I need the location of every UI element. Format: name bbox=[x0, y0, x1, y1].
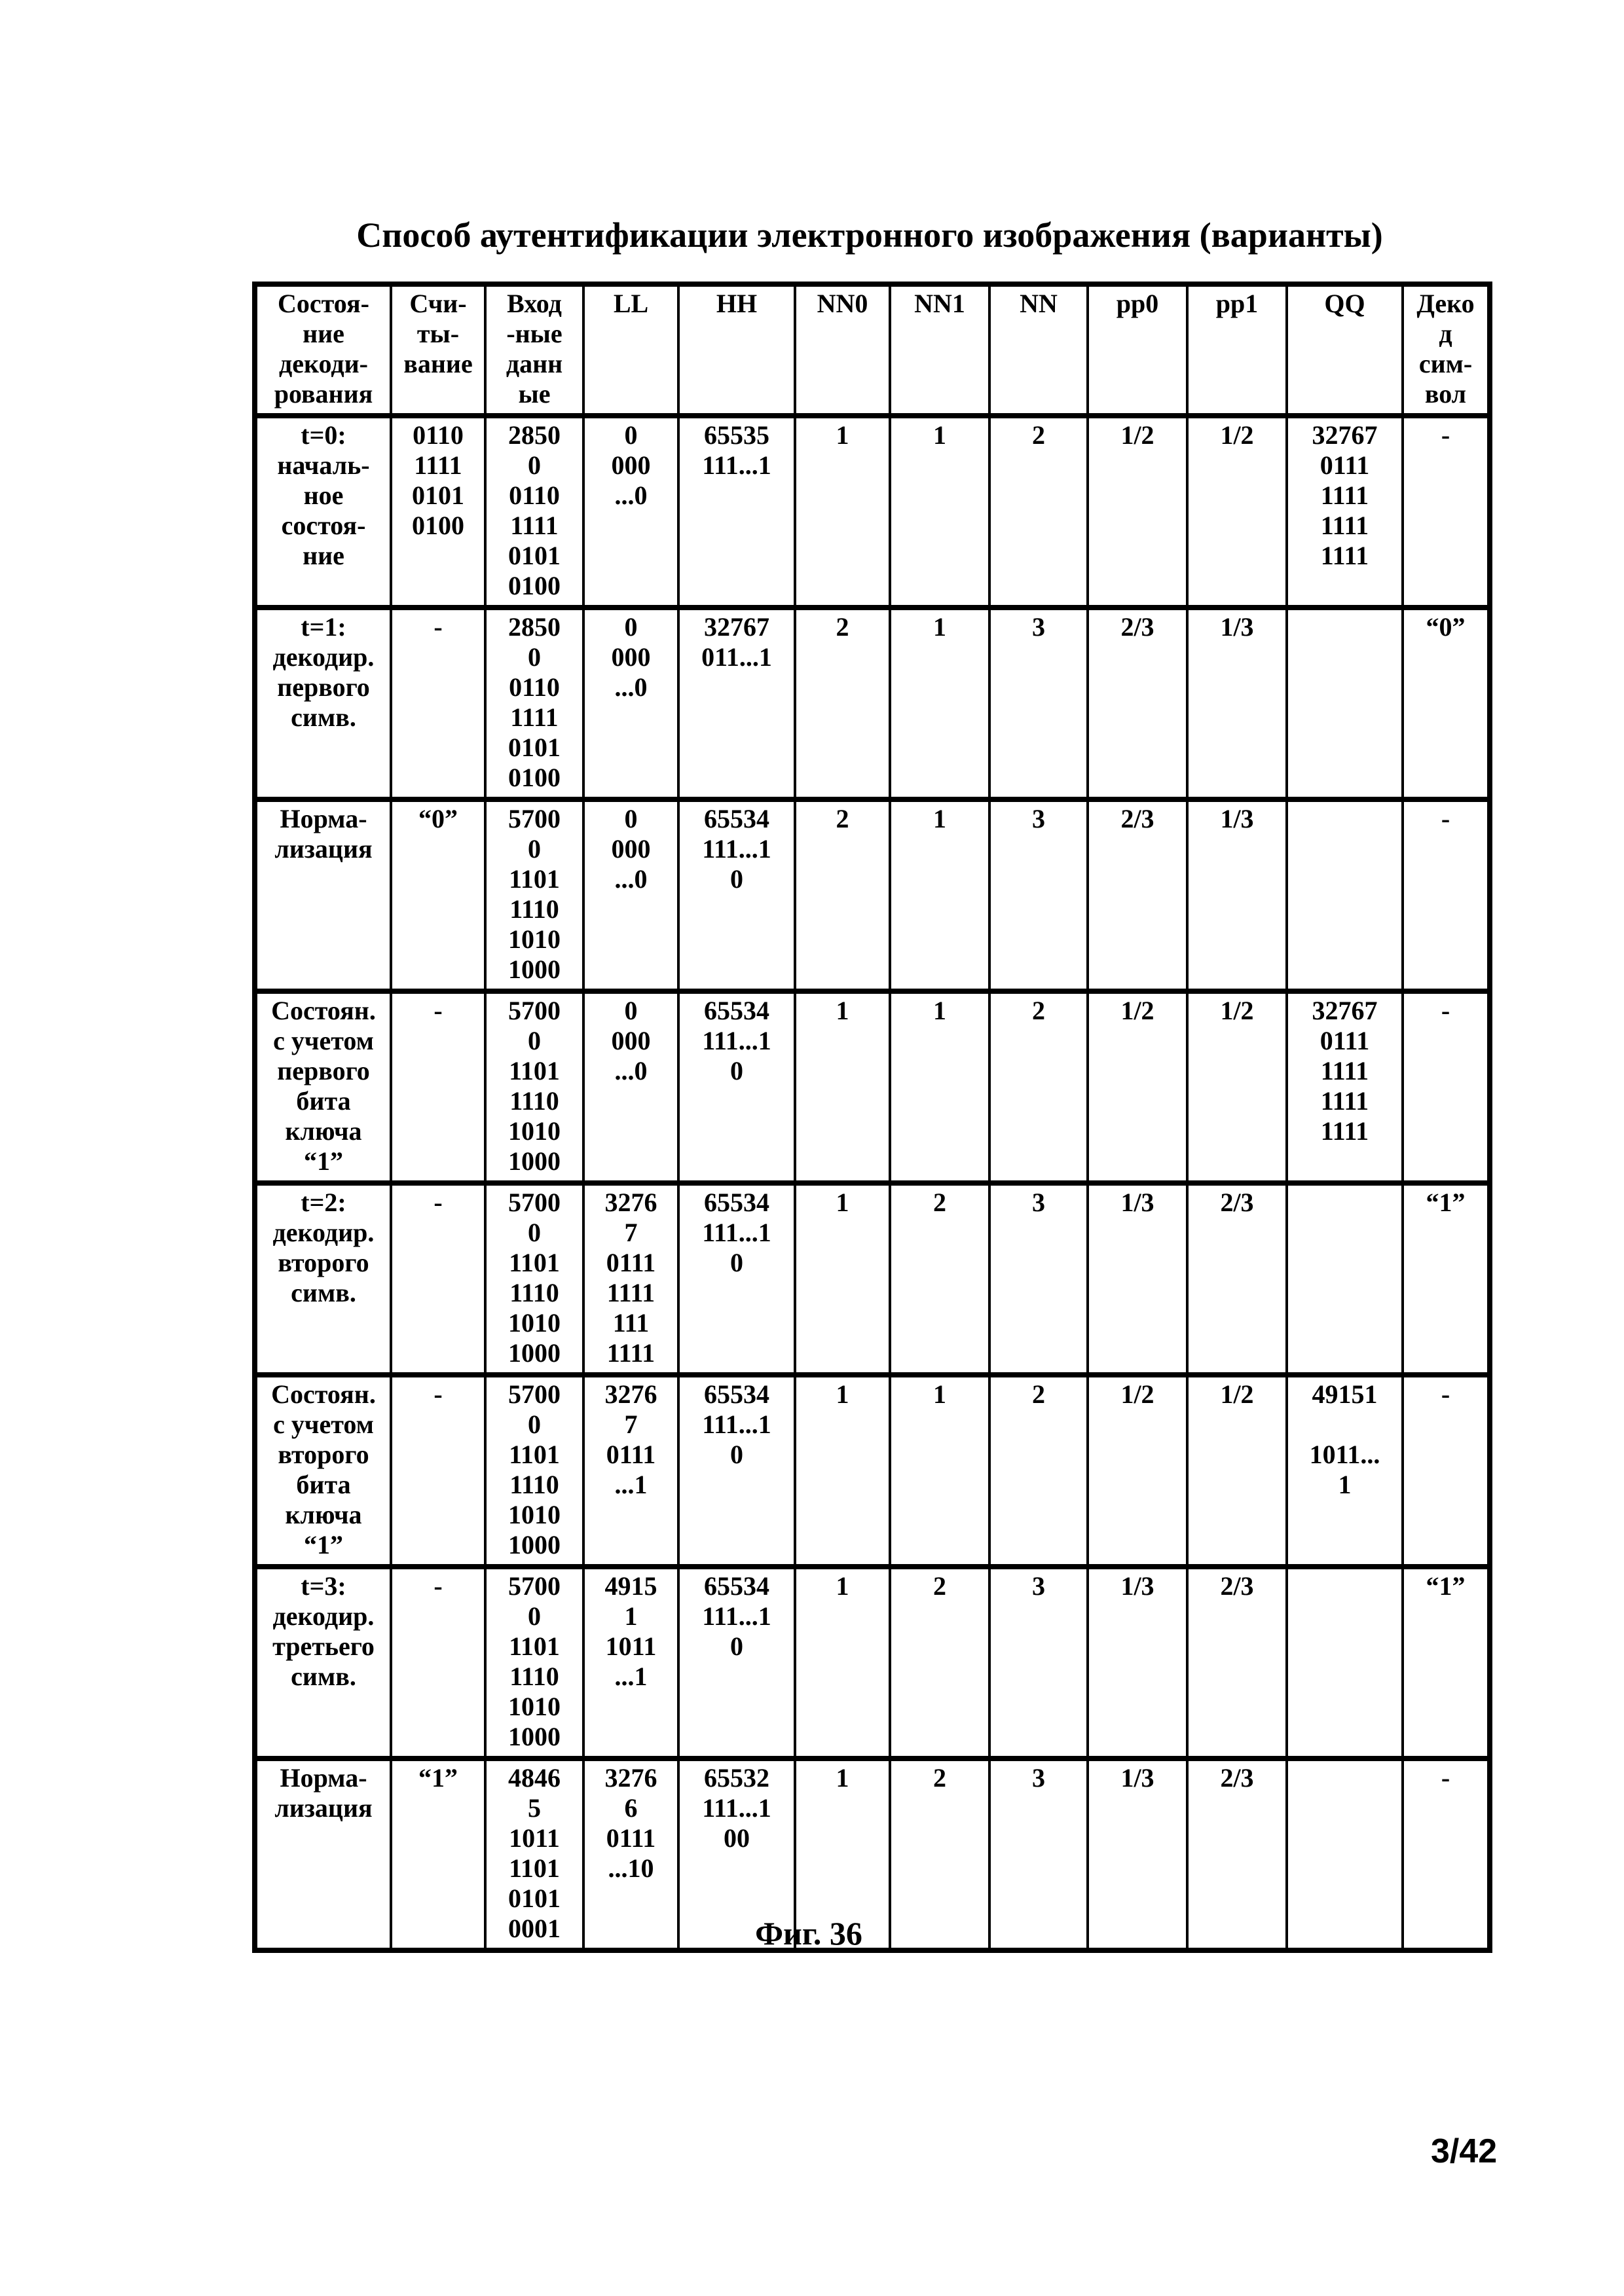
table-cell-r3-c8: 1/2 bbox=[1088, 991, 1187, 1183]
table-cell-r5-c2: 5700 0 1101 1110 1010 1000 bbox=[485, 1375, 583, 1567]
table-row-0 bbox=[255, 416, 1490, 608]
table-cell-r5-c1: - bbox=[391, 1375, 485, 1567]
decoding-states-table bbox=[252, 282, 1492, 1953]
table-cell-r6-c2: 5700 0 1101 1110 1010 1000 bbox=[485, 1567, 583, 1758]
table-cell-r7-c1: “1” bbox=[391, 1758, 485, 1950]
column-header-1: Счи- ты- вание bbox=[391, 284, 485, 416]
table-cell-r6-c8: 1/3 bbox=[1088, 1567, 1187, 1758]
table-cell-r3-c1: - bbox=[391, 991, 485, 1183]
table-cell-r1-c3: 0 000 ...0 bbox=[583, 608, 678, 799]
page-number: 3/42 bbox=[1431, 2132, 1498, 2170]
figure-caption: Фиг. 36 bbox=[755, 1915, 862, 1952]
column-header-2: Вход -ные данн ые bbox=[485, 284, 583, 416]
table-cell-r5-c8: 1/2 bbox=[1088, 1375, 1187, 1567]
table-cell-r3-c4: 65534 111...1 0 bbox=[678, 991, 795, 1183]
table-cell-r0-c10: 32767 0111 1111 1111 1111 bbox=[1287, 416, 1403, 608]
table-cell-r7-c8: 1/3 bbox=[1088, 1758, 1187, 1950]
table-cell-r6-c5: 1 bbox=[795, 1567, 890, 1758]
table-cell-r7-c3: 3276 6 0111 ...10 bbox=[583, 1758, 678, 1950]
table-row-3 bbox=[255, 991, 1490, 1183]
table-cell-r0-c3: 0 000 ...0 bbox=[583, 416, 678, 608]
table-cell-r2-c2: 5700 0 1101 1110 1010 1000 bbox=[485, 799, 583, 991]
table-cell-r2-c11: - bbox=[1403, 799, 1490, 991]
table-cell-r1-c4: 32767 011...1 bbox=[678, 608, 795, 799]
table-cell-r3-c10: 32767 0111 1111 1111 1111 bbox=[1287, 991, 1403, 1183]
table-cell-r4-c1: - bbox=[391, 1183, 485, 1375]
table-cell-r5-c7: 2 bbox=[989, 1375, 1088, 1567]
table-cell-r1-c6: 1 bbox=[890, 608, 989, 799]
table-cell-r1-c8: 2/3 bbox=[1088, 608, 1187, 799]
table-cell-r1-c5: 2 bbox=[795, 608, 890, 799]
table-cell-r2-c5: 2 bbox=[795, 799, 890, 991]
column-header-0: Состоя- ние декоди- рования bbox=[255, 284, 391, 416]
table-cell-r5-c4: 65534 111...1 0 bbox=[678, 1375, 795, 1567]
table-cell-r6-c11: “1” bbox=[1403, 1567, 1490, 1758]
column-header-5: NN0 bbox=[795, 284, 890, 416]
table-cell-r3-c7: 2 bbox=[989, 991, 1088, 1183]
table-cell-r3-c6: 1 bbox=[890, 991, 989, 1183]
column-header-7: NN bbox=[989, 284, 1088, 416]
table-cell-r5-c3: 3276 7 0111 ...1 bbox=[583, 1375, 678, 1567]
table-cell-r4-c8: 1/3 bbox=[1088, 1183, 1187, 1375]
table-cell-r5-c0: Состоян. с учетом второго бита ключа “1” bbox=[255, 1375, 391, 1567]
table-row-1 bbox=[255, 608, 1490, 799]
table-cell-r3-c11: - bbox=[1403, 991, 1490, 1183]
table-cell-r0-c5: 1 bbox=[795, 416, 890, 608]
column-header-10: QQ bbox=[1287, 284, 1403, 416]
table-header-row bbox=[255, 284, 1490, 416]
table-cell-r0-c4: 65535 111...1 bbox=[678, 416, 795, 608]
table-cell-r1-c7: 3 bbox=[989, 608, 1088, 799]
table-cell-r0-c9: 1/2 bbox=[1187, 416, 1287, 608]
table-cell-r1-c9: 1/3 bbox=[1187, 608, 1287, 799]
table-cell-r3-c0: Состоян. с учетом первого бита ключа “1” bbox=[255, 991, 391, 1183]
page-title: Способ аутентификации электронного изображения (варианты) bbox=[356, 215, 1383, 255]
table-cell-r2-c9: 1/3 bbox=[1187, 799, 1287, 991]
table-cell-r0-c6: 1 bbox=[890, 416, 989, 608]
table-cell-r4-c3: 3276 7 0111 1111 111 1111 bbox=[583, 1183, 678, 1375]
table-cell-r7-c6: 2 bbox=[890, 1758, 989, 1950]
table-cell-r0-c8: 1/2 bbox=[1088, 416, 1187, 608]
table-cell-r6-c10 bbox=[1287, 1567, 1403, 1758]
table-cell-r2-c0: Норма- лизация bbox=[255, 799, 391, 991]
table-cell-r6-c7: 3 bbox=[989, 1567, 1088, 1758]
table-cell-r7-c11: - bbox=[1403, 1758, 1490, 1950]
table-cell-r6-c1: - bbox=[391, 1567, 485, 1758]
table-cell-r5-c9: 1/2 bbox=[1187, 1375, 1287, 1567]
column-header-6: NN1 bbox=[890, 284, 989, 416]
table-cell-r4-c10 bbox=[1287, 1183, 1403, 1375]
table-cell-r0-c2: 2850 0 0110 1111 0101 0100 bbox=[485, 416, 583, 608]
table-cell-r7-c4: 65532 111...1 00 bbox=[678, 1758, 795, 1950]
table-cell-r3-c9: 1/2 bbox=[1187, 991, 1287, 1183]
column-header-9: pp1 bbox=[1187, 284, 1287, 416]
table-cell-r2-c6: 1 bbox=[890, 799, 989, 991]
table-row-4 bbox=[255, 1183, 1490, 1375]
table-cell-r1-c11: “0” bbox=[1403, 608, 1490, 799]
table-cell-r6-c6: 2 bbox=[890, 1567, 989, 1758]
table-cell-r2-c7: 3 bbox=[989, 799, 1088, 991]
table-cell-r2-c1: “0” bbox=[391, 799, 485, 991]
table-cell-r2-c10 bbox=[1287, 799, 1403, 991]
table-cell-r4-c0: t=2: декодир. второго симв. bbox=[255, 1183, 391, 1375]
table-cell-r7-c0: Норма- лизация bbox=[255, 1758, 391, 1950]
table-cell-r1-c2: 2850 0 0110 1111 0101 0100 bbox=[485, 608, 583, 799]
table-cell-r0-c1: 0110 1111 0101 0100 bbox=[391, 416, 485, 608]
table-cell-r7-c5: 1 bbox=[795, 1758, 890, 1950]
table-cell-r1-c10 bbox=[1287, 608, 1403, 799]
table-body bbox=[255, 416, 1490, 1950]
table-cell-r1-c1: - bbox=[391, 608, 485, 799]
table-cell-r4-c4: 65534 111...1 0 bbox=[678, 1183, 795, 1375]
table-cell-r5-c5: 1 bbox=[795, 1375, 890, 1567]
table-row-5 bbox=[255, 1375, 1490, 1567]
table-cell-r2-c4: 65534 111...1 0 bbox=[678, 799, 795, 991]
table-cell-r4-c9: 2/3 bbox=[1187, 1183, 1287, 1375]
table-cell-r7-c7: 3 bbox=[989, 1758, 1088, 1950]
table-cell-r4-c2: 5700 0 1101 1110 1010 1000 bbox=[485, 1183, 583, 1375]
table-cell-r5-c10: 49151 1011... 1 bbox=[1287, 1375, 1403, 1567]
table-cell-r5-c6: 1 bbox=[890, 1375, 989, 1567]
column-header-4: HH bbox=[678, 284, 795, 416]
table-cell-r0-c0: t=0: началь- ное состоя- ние bbox=[255, 416, 391, 608]
table-row-6 bbox=[255, 1567, 1490, 1758]
column-header-11: Деко д сим- вол bbox=[1403, 284, 1490, 416]
column-header-8: pp0 bbox=[1088, 284, 1187, 416]
table-cell-r1-c0: t=1: декодир. первого симв. bbox=[255, 608, 391, 799]
table-cell-r4-c11: “1” bbox=[1403, 1183, 1490, 1375]
table-cell-r2-c3: 0 000 ...0 bbox=[583, 799, 678, 991]
table-cell-r0-c7: 2 bbox=[989, 416, 1088, 608]
table-cell-r4-c7: 3 bbox=[989, 1183, 1088, 1375]
column-header-3: LL bbox=[583, 284, 678, 416]
table-cell-r4-c5: 1 bbox=[795, 1183, 890, 1375]
table-cell-r0-c11: - bbox=[1403, 416, 1490, 608]
table-cell-r3-c3: 0 000 ...0 bbox=[583, 991, 678, 1183]
table-cell-r5-c11: - bbox=[1403, 1375, 1490, 1567]
table-cell-r2-c8: 2/3 bbox=[1088, 799, 1187, 991]
table-cell-r6-c4: 65534 111...1 0 bbox=[678, 1567, 795, 1758]
table-cell-r6-c0: t=3: декодир. третьего симв. bbox=[255, 1567, 391, 1758]
table-cell-r7-c2: 4846 5 1011 1101 0101 0001 bbox=[485, 1758, 583, 1950]
table-cell-r7-c9: 2/3 bbox=[1187, 1758, 1287, 1950]
table-cell-r6-c3: 4915 1 1011 ...1 bbox=[583, 1567, 678, 1758]
table-cell-r3-c5: 1 bbox=[795, 991, 890, 1183]
table-cell-r4-c6: 2 bbox=[890, 1183, 989, 1375]
table-cell-r3-c2: 5700 0 1101 1110 1010 1000 bbox=[485, 991, 583, 1183]
table-row-2 bbox=[255, 799, 1490, 991]
table-cell-r6-c9: 2/3 bbox=[1187, 1567, 1287, 1758]
